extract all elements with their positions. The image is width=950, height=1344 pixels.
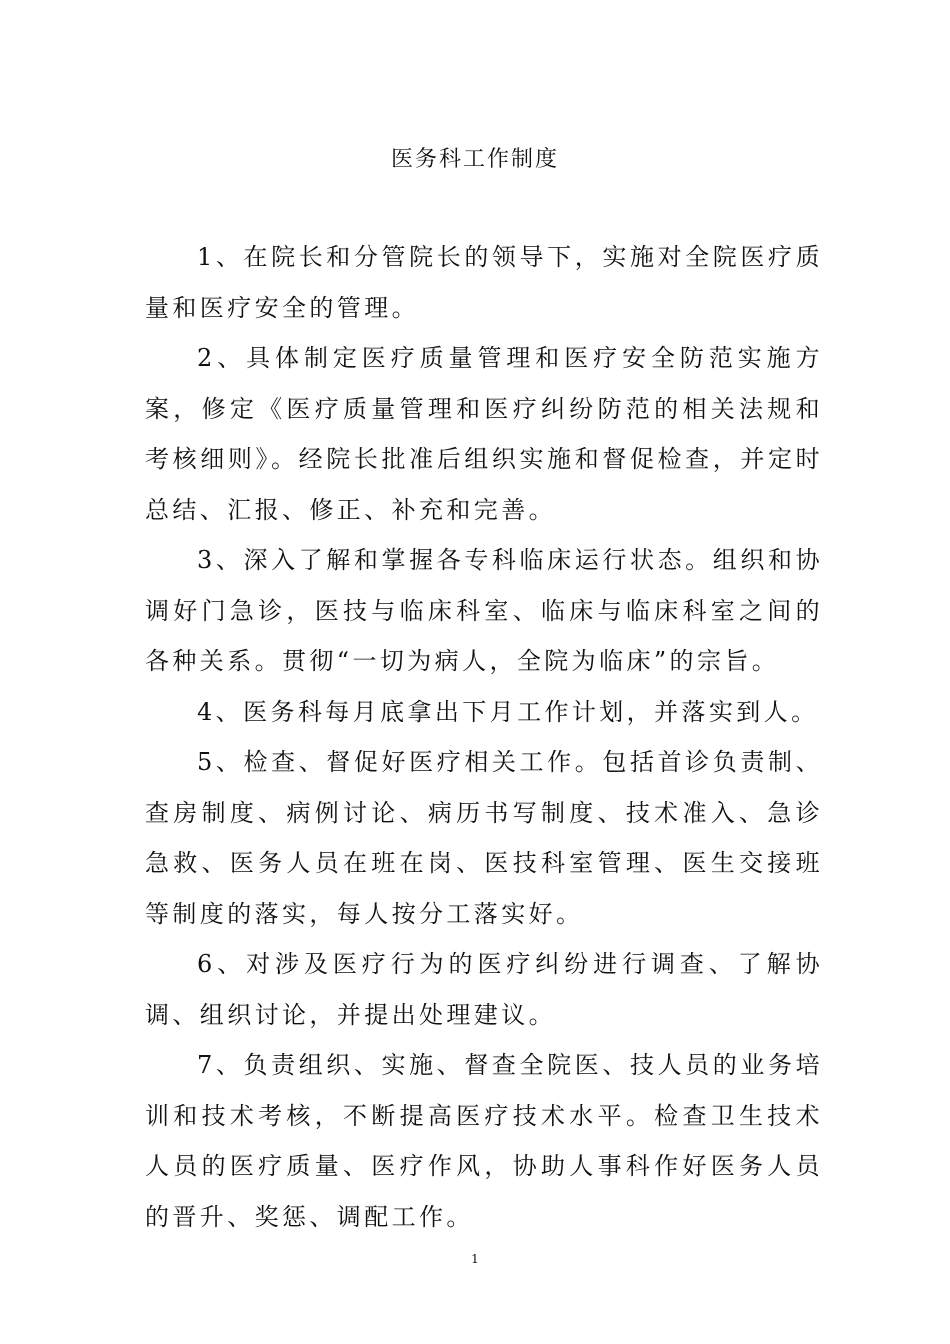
paragraph-6: 6、对涉及医疗行为的医疗纠纷进行调查、了解协调、组织讨论，并提出处理建议。	[145, 950, 823, 1029]
paragraph-3: 3、深入了解和掌握各专科临床运行状态。组织和协调好门急诊，医技与临床科室、临床与临床科室之间的各种关系。贯彻“一切为病人，全院为临床”的宗旨。	[145, 546, 823, 675]
page-number: 1	[471, 1252, 479, 1266]
paragraph-5: 5、检查、督促好医疗相关工作。包括首诊负责制、查房制度、病例讨论、病历书写制度、技术准入、急诊急救、医务人员在班在岗、医技科室管理、医生交接班等制度的落实，每人按分工落实好。	[145, 748, 823, 928]
paragraph-1: 1、在院长和分管院长的领导下，实施对全院医疗质量和医疗安全的管理。	[145, 243, 823, 322]
document-body	[145, 232, 823, 1242]
document-title: 医务科工作制度	[390, 147, 559, 172]
paragraph-4: 4、医务科每月底拿出下月工作计划，并落实到人。	[197, 697, 819, 726]
paragraph-2: 2、具体制定医疗质量管理和医疗安全防范实施方案，修定《医疗质量管理和医疗纠纷防范的相关法规和考核细则》。经院长批准后组织实施和督促检查，并定时总结、汇报、修正、补充和完善。	[145, 344, 823, 524]
paragraph-7: 7、负责组织、实施、督查全院医、技人员的业务培训和技术考核，不断提高医疗技术水平。检查卫生技术人员的医疗质量、医疗作风，协助人事科作好医务人员的晋升、奖惩、调配工作。	[145, 1051, 823, 1231]
